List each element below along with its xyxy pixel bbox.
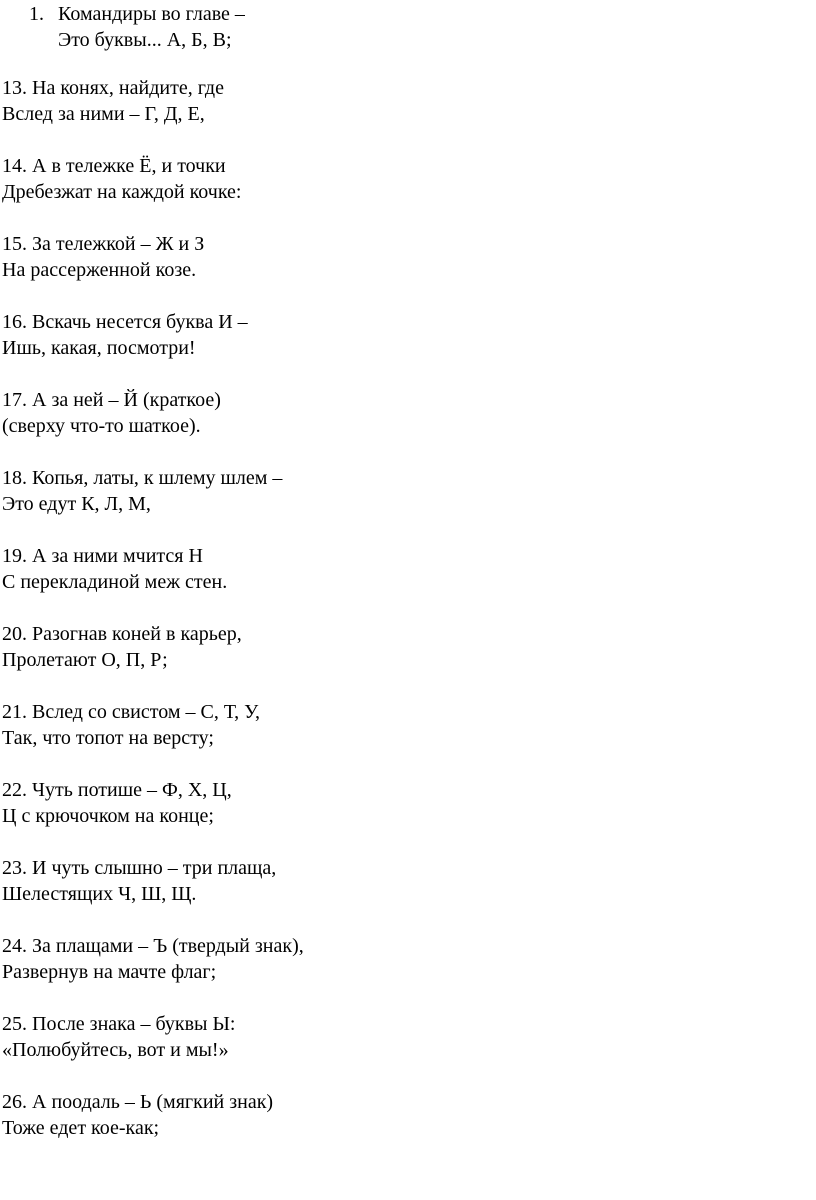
stanza-22 — [2, 777, 304, 855]
stanza-line: 24. За плащами – Ъ (твердый знак), — [2, 935, 304, 957]
stanza-line: Ц с крючочком на конце; — [2, 805, 214, 827]
stanza-list — [2, 75, 304, 1167]
stanza-line: 14. А в тележке Ё, и точки — [2, 155, 226, 177]
stanza-line: Это буквы... А, Б, В; — [58, 29, 232, 51]
stanza-20 — [2, 621, 304, 699]
stanza-line: Это едут К, Л, М, — [2, 493, 151, 515]
stanza-line: 22. Чуть потише – Ф, Х, Ц, — [2, 779, 232, 801]
stanza-line: 18. Копья, латы, к шлему шлем – — [2, 467, 283, 489]
stanza-line: С перекладиной меж стен. — [2, 571, 228, 593]
stanza-line: Командиры во главе – — [58, 3, 245, 25]
stanza-17 — [2, 387, 304, 465]
stanza-line: 16. Вскачь несется буква И – — [2, 311, 248, 333]
stanza-line: Вслед за ними – Г, Д, Е, — [2, 103, 205, 125]
stanza-line: 20. Разогнав коней в карьер, — [2, 623, 242, 645]
stanza-line: 15. За тележкой – Ж и З — [2, 233, 205, 255]
stanza-number: 1. — [29, 3, 44, 25]
stanza-lines — [58, 1, 245, 53]
stanza-line: (сверху что-то шаткое). — [2, 415, 201, 437]
stanza-line: 23. И чуть слышно – три плаща, — [2, 857, 277, 879]
stanza-line: 17. А за ней – Й (краткое) — [2, 389, 221, 411]
stanza-line: Развернув на мачте флаг; — [2, 961, 217, 983]
stanza-14 — [2, 153, 304, 231]
stanza-line: «Полюбуйтесь, вот и мы!» — [2, 1039, 229, 1061]
stanza-25 — [2, 1011, 304, 1089]
stanza-19 — [2, 543, 304, 621]
stanza-26 — [2, 1089, 304, 1167]
stanza-16 — [2, 309, 304, 387]
stanza-line: 26. А поодаль – Ь (мягкий знак) — [2, 1091, 274, 1113]
stanza-line: Пролетают О, П, Р; — [2, 649, 168, 671]
stanza-line: Ишь, какая, посмотри! — [2, 337, 196, 359]
stanza-line: Дребезжат на каждой кочке: — [2, 181, 242, 203]
stanza-24 — [2, 933, 304, 1011]
stanza-line: 19. А за ними мчится Н — [2, 545, 203, 567]
stanza-21 — [2, 699, 304, 777]
stanza-line: 13. На конях, найдите, где — [2, 77, 224, 99]
stanza-18 — [2, 465, 304, 543]
stanza-15 — [2, 231, 304, 309]
stanza-23 — [2, 855, 304, 933]
stanza-line: На рассерженной козе. — [2, 259, 197, 281]
stanza-line: Тоже едет кое-как; — [2, 1117, 160, 1139]
stanza-13 — [2, 75, 304, 153]
stanza-line: Так, что топот на версту; — [2, 727, 214, 749]
stanza-line: 25. После знака – буквы Ы: — [2, 1013, 236, 1035]
stanza-line: Шелестящих Ч, Ш, Щ. — [2, 883, 197, 905]
stanza-line: 21. Вслед со свистом – С, Т, У, — [2, 701, 260, 723]
